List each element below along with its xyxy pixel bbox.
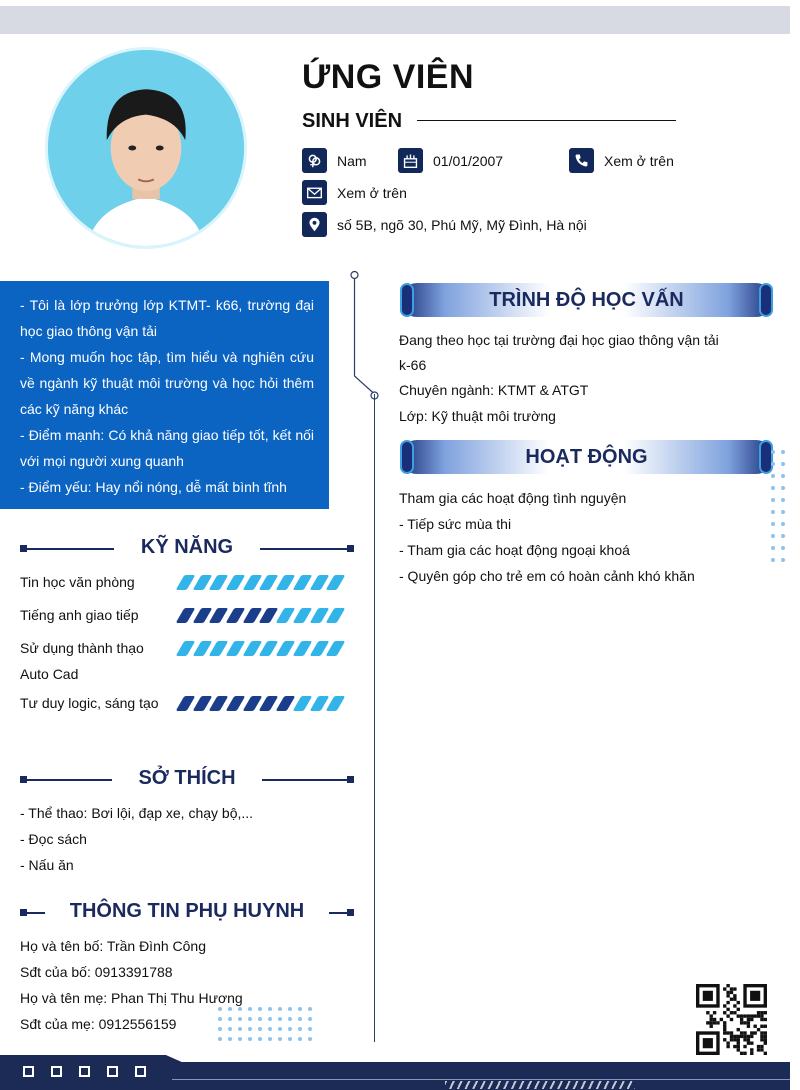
address-value: số 5B, ngõ 30, Phú Mỹ, Mỹ Đình, Hà nội xyxy=(337,216,587,233)
skill-label: Sử dụng thành thạo Auto Cad xyxy=(20,640,144,682)
decor-dot xyxy=(218,1037,222,1041)
skill-segment xyxy=(292,696,312,711)
skills-heading xyxy=(20,538,354,560)
bottom-decor-line xyxy=(172,1079,790,1080)
decor-dot xyxy=(228,1027,232,1031)
education-line: Lớp: Kỹ thuật môi trường xyxy=(399,407,556,424)
skill-label: Tin học văn phòng xyxy=(20,574,135,590)
heading-square xyxy=(347,909,354,916)
skill-segment xyxy=(326,641,346,656)
decor-dot xyxy=(781,510,785,514)
decor-dot xyxy=(278,1007,282,1011)
decor-dot xyxy=(771,522,775,526)
parents-title: THÔNG TIN PHỤ HUYNH xyxy=(69,900,305,922)
activity-line: Tham gia các hoạt động tình nguyện xyxy=(399,490,627,506)
decor-dot xyxy=(771,558,775,562)
birthday-value: 01/01/2007 xyxy=(433,152,504,169)
education-line: Đang theo học tại trường đại học giao thông vận tải xyxy=(399,332,719,348)
email-value: Xem ở trên xyxy=(337,184,407,201)
decor-dot xyxy=(248,1027,252,1031)
hobbies-list xyxy=(20,800,253,878)
heading-square xyxy=(347,545,354,552)
skills-title: KỸ NĂNG xyxy=(140,536,234,558)
parents-heading xyxy=(20,902,354,924)
decor-dot xyxy=(781,534,785,538)
activities-banner xyxy=(400,440,773,474)
decor-square xyxy=(51,1066,62,1077)
parents-list xyxy=(20,933,243,1037)
decor-dot xyxy=(238,1027,242,1031)
skill-bars xyxy=(180,696,347,711)
decor-dot xyxy=(781,558,785,562)
decor-square xyxy=(23,1066,34,1077)
gender-value: Nam xyxy=(337,152,367,169)
about-line: - Tôi là lớp trưởng lớp KTMT- k66, trường đại học giao thông vận tải xyxy=(20,297,314,339)
banner-cap-right xyxy=(759,283,773,317)
qr-code-icon xyxy=(696,984,767,1055)
activity-line: - Quyên góp cho trẻ em có hoàn cảnh khó khăn xyxy=(399,568,695,584)
heading-square xyxy=(347,776,354,783)
decor-dot xyxy=(268,1027,272,1031)
list-item: Họ và tên bố: Trần Đình Công xyxy=(20,938,206,954)
decor-dot xyxy=(258,1037,262,1041)
list-item: Sđt của mẹ: 0912556159 xyxy=(20,1016,177,1032)
decor-dot xyxy=(308,1017,312,1021)
decor-dot xyxy=(298,1037,302,1041)
education-content xyxy=(399,328,729,428)
decor-dot xyxy=(771,534,775,538)
about-line: - Điểm mạnh: Có khả năng giao tiếp tốt, kết nối với mọi người xung quanh xyxy=(20,427,314,469)
decor-dot xyxy=(781,498,785,502)
skill-segment xyxy=(176,608,196,623)
gender-row xyxy=(302,148,367,173)
phone-icon xyxy=(569,148,594,173)
gender-icon xyxy=(302,148,327,173)
skill-segment xyxy=(326,575,346,590)
timeline-connector xyxy=(346,266,386,406)
activities-title: HOẠT ĐỘNG xyxy=(525,446,648,468)
hobbies-title: SỞ THÍCH xyxy=(138,767,236,789)
decor-dot xyxy=(258,1027,262,1031)
decor-dot xyxy=(288,1037,292,1041)
decor-square xyxy=(135,1066,146,1077)
birthday-row xyxy=(398,148,503,173)
address-row xyxy=(302,212,587,237)
decor-dot xyxy=(308,1037,312,1041)
decor-dot xyxy=(288,1017,292,1021)
decor-dot xyxy=(288,1007,292,1011)
skill-label: Tiếng anh giao tiếp xyxy=(20,607,139,623)
skill-bars xyxy=(180,608,347,623)
decor-dot xyxy=(781,462,785,466)
bottom-decor-dark xyxy=(0,1055,790,1090)
decor-dot-column xyxy=(771,450,785,562)
candidate-role: SINH VIÊN xyxy=(302,110,403,132)
decor-dot xyxy=(781,474,785,478)
education-line: k-66 xyxy=(399,356,427,373)
decor-dot xyxy=(278,1027,282,1031)
heading-line xyxy=(329,912,348,914)
decor-dot xyxy=(771,474,775,478)
activity-line: - Tham gia các hoạt động ngoại khoá xyxy=(399,542,630,558)
skill-bars xyxy=(180,575,347,590)
list-item: - Nấu ăn xyxy=(20,857,74,873)
heading-line xyxy=(260,548,348,550)
decor-dot xyxy=(771,498,775,502)
decor-dot xyxy=(238,1007,242,1011)
decor-dot xyxy=(268,1037,272,1041)
about-line: - Điểm yếu: Hay nổi nóng, dễ mất bình tĩnh xyxy=(20,479,287,495)
skill-segment xyxy=(292,608,312,623)
decor-dot xyxy=(771,450,775,454)
list-item: - Thể thao: Bơi lội, đạp xe, chạy bộ,... xyxy=(20,805,254,821)
decor-dot xyxy=(771,546,775,550)
decor-dot xyxy=(298,1017,302,1021)
decor-dot xyxy=(218,1027,222,1031)
list-item: Họ và tên mẹ: Phan Thị Thu Hương xyxy=(20,990,243,1006)
about-box xyxy=(0,281,329,509)
list-item: Sđt của bố: 0913391788 xyxy=(20,964,173,980)
decor-dot xyxy=(238,1037,242,1041)
phone-row xyxy=(569,148,674,173)
education-line: Chuyên ngành: KTMT & ATGT xyxy=(399,382,589,398)
activities-content xyxy=(399,485,695,589)
top-decor-bar xyxy=(0,6,790,34)
role-divider xyxy=(417,120,676,121)
decor-dot xyxy=(278,1037,282,1041)
timeline-line xyxy=(374,394,375,1042)
skill-bars xyxy=(180,641,347,656)
decor-dot xyxy=(238,1017,242,1021)
decor-dot xyxy=(248,1037,252,1041)
skill-segment xyxy=(176,575,196,590)
education-title: TRÌNH ĐỘ HỌC VẤN xyxy=(489,289,684,311)
decor-dot xyxy=(248,1017,252,1021)
decor-dot xyxy=(268,1007,272,1011)
decor-square xyxy=(79,1066,90,1077)
decor-dot xyxy=(298,1007,302,1011)
portrait-image xyxy=(48,50,244,246)
decor-dot xyxy=(228,1007,232,1011)
decor-dot xyxy=(258,1007,262,1011)
location-icon xyxy=(302,212,327,237)
skill-segment xyxy=(326,608,346,623)
email-icon xyxy=(302,180,327,205)
decor-dot-grid xyxy=(218,1007,312,1041)
decor-dot xyxy=(771,462,775,466)
decor-square xyxy=(107,1066,118,1077)
decor-dot xyxy=(781,450,785,454)
about-line: - Mong muốn học tập, tìm hiểu và nghiên cứu về ngành kỹ thuật môi trường và học hỏi thêm các kỹ năng khác xyxy=(20,349,314,417)
skill-segment xyxy=(176,641,196,656)
decor-dot xyxy=(268,1017,272,1021)
decor-dot xyxy=(771,486,775,490)
phone-value: Xem ở trên xyxy=(604,152,674,169)
bottom-decor-hatch xyxy=(445,1081,635,1089)
skill-segment xyxy=(176,696,196,711)
list-item: - Đọc sách xyxy=(20,831,87,847)
decor-dot xyxy=(288,1027,292,1031)
email-row xyxy=(302,180,407,205)
skill-label: Tư duy logic, sáng tạo xyxy=(20,695,159,711)
skill-segment xyxy=(326,696,346,711)
activity-line: - Tiếp sức mùa thi xyxy=(399,516,512,532)
decor-dot xyxy=(228,1017,232,1021)
decor-dot xyxy=(218,1017,222,1021)
decor-dot xyxy=(218,1007,222,1011)
decor-dot xyxy=(308,1027,312,1031)
avatar xyxy=(45,47,247,249)
decor-dot xyxy=(228,1037,232,1041)
hobbies-heading xyxy=(20,769,354,791)
decor-dot xyxy=(258,1017,262,1021)
decor-dot xyxy=(781,546,785,550)
candidate-name: ỨNG VIÊN xyxy=(302,58,475,96)
education-banner xyxy=(400,283,773,317)
heading-line xyxy=(262,779,348,781)
skill-segment xyxy=(292,575,312,590)
decor-dot xyxy=(248,1007,252,1011)
decor-dot xyxy=(308,1007,312,1011)
decor-dot xyxy=(771,510,775,514)
skill-segment xyxy=(292,641,312,656)
decor-dot xyxy=(781,486,785,490)
calendar-icon xyxy=(398,148,423,173)
decor-dot xyxy=(278,1017,282,1021)
decor-dot xyxy=(298,1027,302,1031)
decor-dot xyxy=(781,522,785,526)
